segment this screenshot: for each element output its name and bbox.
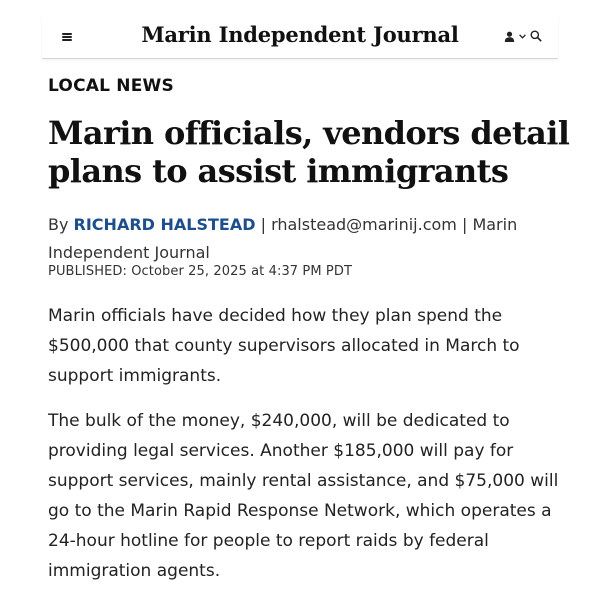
paragraph-line: Marin officials have decided how they plan spend the — [48, 306, 503, 326]
user-icon[interactable] — [504, 31, 515, 42]
paragraph-line: immigration agents. — [48, 561, 221, 581]
published-timestamp: PUBLISHED: October 25, 2025 at 4:37 PM PDT — [48, 264, 352, 279]
byline — [48, 211, 568, 267]
byline-line — [48, 211, 568, 239]
masthead-logo[interactable]: Marin Independent Journal — [141, 22, 459, 47]
paragraph-line: $500,000 that county supervisors allocated in March to — [48, 336, 520, 356]
paragraph-line: 24-hour hotline for people to report raids by federal — [48, 531, 489, 551]
author-email[interactable]: rhalstead@marinij.com — [271, 215, 457, 234]
paragraph-line: go to the Marin Rapid Response Network, which operates a — [48, 501, 552, 521]
article-paragraph — [48, 406, 568, 586]
publication-name: Marin — [472, 215, 518, 234]
section-label[interactable]: LOCAL NEWS — [48, 76, 174, 96]
byline-separator: | — [456, 215, 473, 234]
paragraph-line: support immigrants. — [48, 366, 222, 386]
search-icon[interactable] — [530, 30, 542, 42]
paragraph-line: providing legal services. Another $185,000 will pay for — [48, 441, 514, 461]
article-paragraph — [48, 301, 568, 391]
chevron-down-icon[interactable] — [519, 34, 526, 39]
byline-prefix: By — [48, 215, 74, 234]
author-link[interactable]: RICHARD HALSTEAD — [73, 215, 256, 234]
account-menu[interactable] — [504, 30, 542, 42]
site-header — [42, 16, 558, 59]
publication-name-continued: Independent Journal — [48, 243, 210, 262]
byline-separator: | — [255, 215, 272, 234]
headline-line: plans to assist immigrants — [48, 152, 509, 190]
paragraph-line: The bulk of the money, $240,000, will be dedicated to — [48, 411, 510, 431]
headline-line: Marin officials, vendors detail — [48, 114, 570, 152]
paragraph-line: support services, mainly rental assistance, and $75,000 will — [48, 471, 559, 491]
article-headline — [48, 114, 568, 190]
